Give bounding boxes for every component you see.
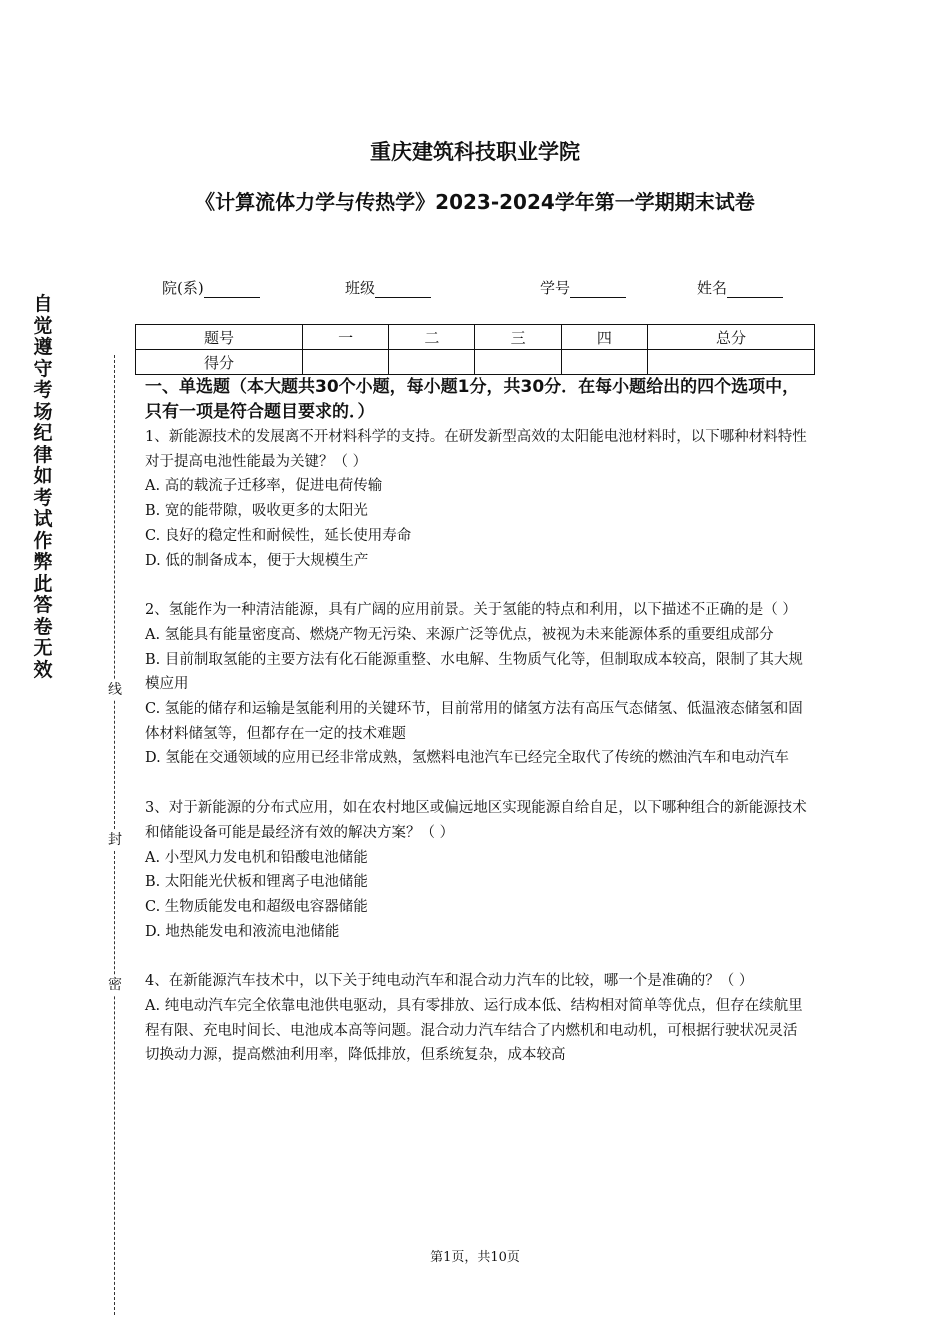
- binding-secret-label: 密: [105, 975, 125, 995]
- question-option[interactable]: C. 氢能的储存和运输是氢能利用的关键环节，目前常用的储氢方法有高压气态储氢、低温液态储氢和固体材料储氢等，但都存在一定的技术难题: [145, 701, 803, 742]
- name-blank: [727, 282, 783, 298]
- question-option[interactable]: B. 宽的能带隙，吸收更多的太阳光: [145, 503, 368, 520]
- dept-label: 院(系): [162, 279, 204, 297]
- score-header-cell: 一: [303, 325, 389, 350]
- score-header-cell: 二: [389, 325, 475, 350]
- exam-title: 《计算流体力学与传热学》2023-2024学年第一学期期末试卷: [195, 190, 755, 214]
- name-label: 姓名: [697, 279, 728, 297]
- question-stem: 3、对于新能源的分布式应用，如在农村地区或偏远地区实现能源自给自足，以下哪种组合的新能源技术和储能设备可能是最经济有效的解决方案？（ ）: [145, 800, 807, 841]
- score-header-cell: 三: [475, 325, 561, 350]
- class-field: [345, 277, 431, 298]
- question-option[interactable]: A. 氢能具有能量密度高、燃烧产物无污染、来源广泛等优点，被视为未来能源体系的重要组成部分: [145, 626, 774, 643]
- score-cell[interactable]: [389, 350, 475, 375]
- question-option[interactable]: A. 小型风力发电机和铅酸电池储能: [145, 849, 368, 866]
- dept-field: [162, 277, 260, 298]
- id-blank: [570, 282, 626, 298]
- question-option[interactable]: B. 太阳能光伏板和锂离子电池储能: [145, 874, 368, 891]
- question-option[interactable]: C. 良好的稳定性和耐候性，延长使用寿命: [145, 527, 412, 544]
- binding-line-label: 线: [105, 680, 125, 700]
- id-label: 学号: [540, 279, 571, 297]
- class-label: 班级: [345, 279, 376, 297]
- question-option[interactable]: A. 纯电动汽车完全依靠电池供电驱动，具有零排放、运行成本低、结构相对简单等优点，但存在续航里程有限、充电时间长、电池成本高等问题。混合动力汽车结合了内燃机和电动机，可根据行驶状况灵活切换动力源，提高燃油利用率，降低排放，但系统复杂，成本较高: [145, 998, 803, 1064]
- binding-seal-label: 封: [105, 830, 125, 850]
- score-table-header-row: [136, 325, 815, 350]
- name-field: [697, 277, 783, 298]
- score-header-cell: 题号: [136, 325, 303, 350]
- question-item: [145, 598, 810, 771]
- question-item: [145, 969, 810, 1068]
- score-cell[interactable]: [647, 350, 814, 375]
- score-cell[interactable]: [475, 350, 561, 375]
- score-cell[interactable]: [561, 350, 647, 375]
- question-stem: 2、氢能作为一种清洁能源，具有广阔的应用前景。关于氢能的特点和利用，以下描述不正确的是（ ）: [145, 602, 797, 619]
- score-header-cell: 四: [561, 325, 647, 350]
- student-info-row: [0, 277, 950, 299]
- page-footer: 第1页，共10页: [430, 1250, 520, 1265]
- question-item: [145, 425, 810, 573]
- question-option[interactable]: B. 目前制取氢能的主要方法有化石能源重整、水电解、生物质气化等，但制取成本较高，限制了其大规模应用: [145, 651, 803, 693]
- score-table: [135, 324, 815, 375]
- question-option[interactable]: D. 地热能发电和液流电池储能: [145, 923, 340, 940]
- question-stem: 4、在新能源汽车技术中，以下关于纯电动汽车和混合动力汽车的比较，哪一个是准确的？（ ）: [145, 973, 754, 990]
- question-stem: 1、新能源技术的发展离不开材料科学的支持。在研发新型高效的太阳能电池材料时，以下哪种材料特性对于提高电池性能最为关键？（ ）: [145, 429, 807, 470]
- section-heading: 一、单选题（本大题共30个小题，每小题1分，共30分．在每小题给出的四个选项中，只有一项是符合题目要求的．）: [145, 377, 800, 422]
- dept-blank: [204, 282, 260, 298]
- question-content: [145, 375, 810, 1068]
- score-row-label: 得分: [136, 350, 303, 375]
- score-header-cell: 总分: [647, 325, 814, 350]
- question-option[interactable]: D. 低的制备成本，便于大规模生产: [145, 552, 369, 569]
- exam-discipline-notice: 自觉遵守考场纪律如考试作弊此答卷无效: [33, 293, 53, 681]
- id-field: [540, 277, 626, 298]
- question-option[interactable]: C. 生物质能发电和超级电容器储能: [145, 898, 368, 915]
- question-item: [145, 796, 810, 944]
- question-option[interactable]: D. 氢能在交通领域的应用已经非常成熟，氢燃料电池汽车已经完全取代了传统的燃油汽车和电动汽车: [145, 750, 789, 767]
- class-blank: [375, 282, 431, 298]
- school-title: 重庆建筑科技职业学院: [370, 140, 580, 164]
- score-cell[interactable]: [303, 350, 389, 375]
- question-option[interactable]: A. 高的载流子迁移率，促进电荷传输: [145, 478, 383, 495]
- score-table-score-row: [136, 350, 815, 375]
